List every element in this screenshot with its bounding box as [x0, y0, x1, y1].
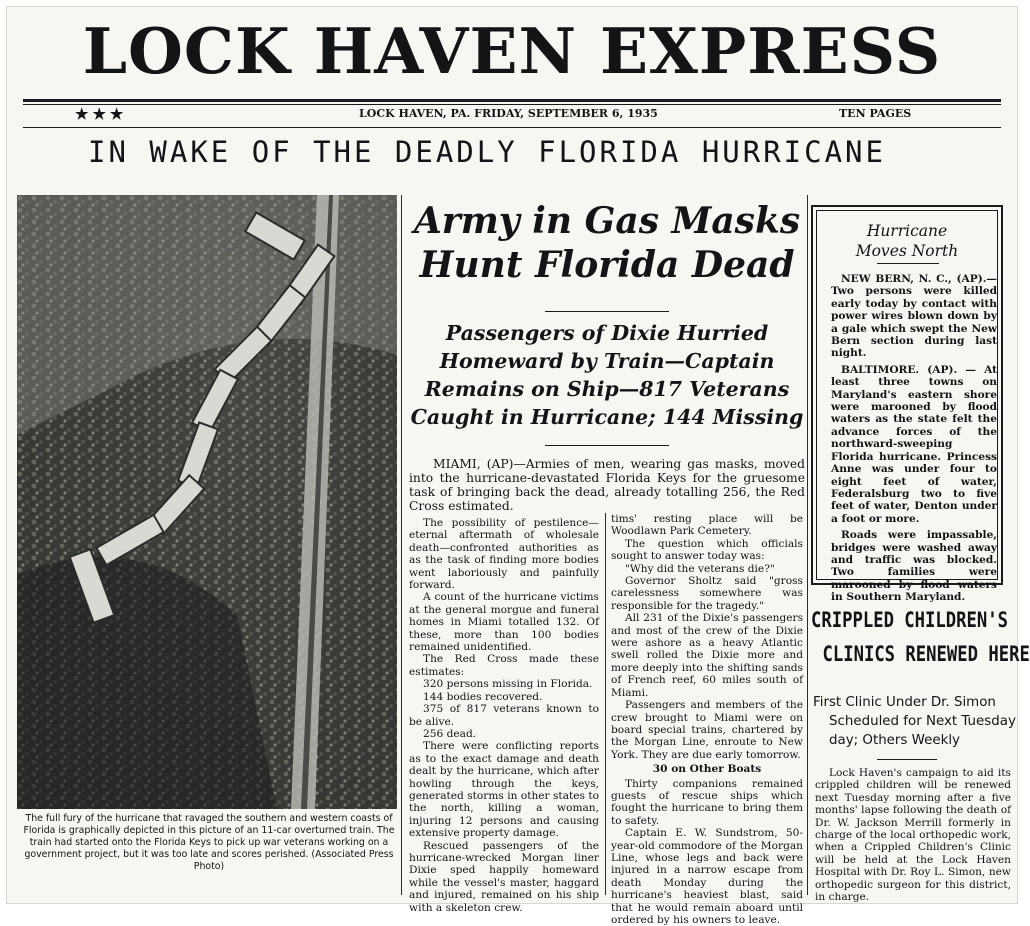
deck-rule: [545, 445, 669, 446]
wreck-illustration: [17, 195, 397, 809]
lead-paragraph: MIAMI, (AP)—Armies of men, wearing gas masks, moved into the hurricane-devastated Florida Keys for the gruesome task of bringing back the dead, already totalling 256, the Red Cross estimated.: [409, 457, 805, 513]
story-paragraph: Governor Sholtz said "gross carelessness somewhere was responsible for the tragedy.": [611, 575, 803, 612]
story-paragraph: 375 of 817 veterans known to be alive.: [409, 703, 599, 728]
subheading: 30 on Other Boats: [652, 763, 762, 776]
story-paragraph: 320 persons missing in Florida.: [423, 678, 593, 691]
edition-stars: ★★★: [75, 105, 128, 123]
dateline-bar: [7, 107, 1017, 125]
story-paragraph: There were conflicting reports as to the exact damage and death dealt by the hurricane, which after howling through the keys, generated storms in other states to the north, killing a woman, injuring 12 persons and causing extensive property damage.: [409, 740, 599, 840]
dateline: LOCK HAVEN, PA. FRIDAY, SEPTEMBER 6, 1935: [359, 107, 658, 120]
masthead-title: LOCK HAVEN EXPRESS: [82, 14, 942, 88]
story-paragraph: 256 dead.: [423, 727, 477, 740]
box-title-rule: [877, 263, 939, 264]
train-wreck-photo: [17, 195, 397, 809]
box-inner-border: [816, 210, 998, 604]
box-title-line-1: Hurricane: [866, 222, 948, 240]
column-divider: [807, 195, 808, 895]
story-paragraph: "Why did the veterans die?": [625, 562, 775, 575]
column-divider: [605, 513, 606, 895]
story-paragraph: Rescued passengers of the hurricane-wrecked Morgan liner Dixie sped happily homeward while the vessel's master, haggard and injured, remained on his ship with a skeleton crew.: [409, 839, 599, 914]
box-paragraph: BALTIMORE. (AP). — At least three towns on Maryland's eastern shore were marooned by flood waters as the state felt the advance forces of the northward-sweeping Florida hurricane. Princess Anne was under four to eight feet of water, Federalsburg two to five feet of water, Denton under a foot or more.: [831, 363, 997, 525]
story-paragraph: The question which officials sought to answer today was:: [611, 537, 803, 563]
story-paragraph: 144 bodies recovered.: [423, 690, 543, 703]
box-title-line-2: Moves North: [855, 242, 959, 260]
box-title: [817, 221, 997, 261]
box-paragraph: NEW BERN, N. C., (AP).—Two persons were killed early today by contact with power wires blown down by a gale which swept the New Bern section during last night.: [831, 273, 997, 360]
clinics-deck-line-1: First Clinic Under Dr. Simon: [813, 695, 996, 710]
story-paragraph: Lock Haven's campaign to aid its crippled children will be renewed next Tuesday morning after a five months' lapse following the death of Dr. W. Jackson Merrill formerly in charge of the local orthopedic work, when a Crippled Children's Clinic will be held at the Lock Haven Hospital with Dr. Roy L. Simon, new orthopedic surgeon for this district, in charge.: [815, 767, 1011, 904]
hurricane-moves-north-box: [811, 205, 1003, 604]
newspaper-page: [6, 6, 1030, 926]
story-paragraph: Captain E. W. Sundstrom, 50-year-old commodore of the Morgan Line, whose legs and back were injured in a narrow escape from death Monday during the hurricane's heaviest blast, said that he would remain aboard until ordered by his owners to leave.: [611, 827, 803, 926]
story-column-1: [409, 517, 599, 914]
clinics-deck-line-3: day; Others Weekly: [829, 733, 960, 748]
box-paragraph: Roads were impassable, bridges were washed away and traffic was blocked. Two families were marooned by flood waters in Southern Maryland.: [831, 529, 997, 604]
clinics-headline-line-1: CRIPPLED CHILDREN'S: [811, 608, 1008, 632]
story-paragraph: Passengers and members of the crew brought to Miami were on board special trains, chartered by the Morgan Line, enroute to New York. They are due early tomorrow.: [611, 699, 803, 761]
main-headline: [403, 199, 811, 287]
masthead-rule-thin: [23, 104, 1001, 105]
clinics-deck: [813, 693, 1023, 750]
dateline-rule: [23, 127, 1001, 128]
headline-rule: [545, 311, 669, 312]
headline-line-2: Hunt Florida Dead: [419, 244, 795, 286]
clinics-story: [815, 767, 1011, 903]
clinics-deck-line-2: Scheduled for Next Tuesday: [829, 714, 1016, 729]
story-paragraph: Thirty companions remained guests of rescue ships which fought the hurricane to bring them to safety.: [611, 777, 803, 827]
story-paragraph: All 231 of the Dixie's passengers and most of the crew of the Dixie were ashore as a heavy Atlantic swell rolled the Dixie more and more deeply into the shifting sands of French reef, 60 miles south of Miami.: [611, 612, 803, 699]
clinics-rule: [877, 759, 937, 760]
headline-line-1: Army in Gas Masks: [413, 200, 801, 242]
story-paragraph: A count of the hurricane victims at the general morgue and funeral homes in Miami totalled 132. Of these, more than 100 bodies remained unidentified.: [409, 591, 599, 654]
main-deck: Passengers of Dixie Hurried Homeward by Train—Captain Remains on Ship—817 Veterans Caught in Hurricane; 144 Missing: [410, 321, 804, 429]
story-paragraph: The Red Cross made these estimates:: [409, 653, 599, 678]
story-column-2: [611, 513, 803, 926]
page-count: TEN PAGES: [839, 107, 912, 120]
column-divider: [401, 195, 402, 895]
masthead-rule: [23, 99, 1001, 102]
box-text: [831, 273, 997, 608]
story-paragraph: The possibility of pestilence—eternal aftermath of wholesale death—confronted authorities as as the task of finding more bodies went laboriously and painfully forward.: [409, 517, 599, 592]
photo-caption: The full fury of the hurricane that ravaged the southern and western coasts of Florida is graphically depicted in this picture of an 11-car overturned train. The train had started onto the Florida Keys to pick up war veterans working on a government project, but it was too late and scores perished. (Associated Press Photo): [23, 813, 395, 872]
clinics-headline-line-2: CLINICS RENEWED HERE: [822, 642, 1030, 666]
story-paragraph: tims' resting place will be Woodlawn Park Cemetery.: [611, 513, 803, 538]
banner-headline: IN WAKE OF THE DEADLY FLORIDA HURRICANE: [88, 135, 886, 169]
clinics-headline: [811, 603, 1030, 671]
